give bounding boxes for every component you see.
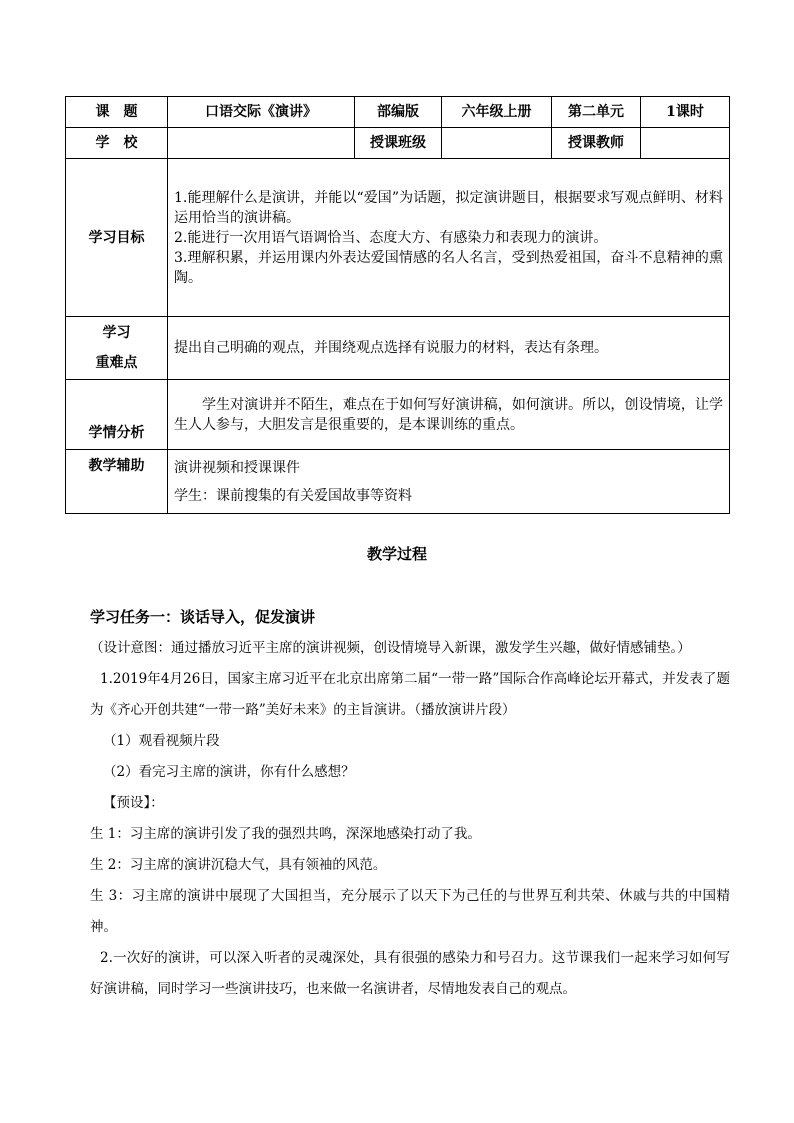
analysis-content: 学生对演讲并不陌生，难点在于如何写好演讲稿，如何演讲。所以，创设情境，让学生人人参与，大胆发言是很重要的，是本课训练的重点。	[168, 380, 730, 450]
question-1: （1）观看视频片段	[103, 733, 220, 749]
difficulty-content: 提出自己明确的观点，并围绕观点选择有说服力的材料，表达有条理。	[168, 317, 730, 380]
unit-value: 第二单元	[552, 97, 641, 128]
row-school	[66, 128, 730, 159]
question-2: （2）看完习主席的演讲，你有什么感想？	[103, 764, 355, 780]
task1-heading: 学习任务一：谈话导入，促发演讲	[90, 608, 316, 626]
student-answer-1: 生 1：习主席的演讲引发了我的强烈共鸣，深深地感染打动了我。	[90, 826, 481, 842]
aids-line: 学生：课前搜集的有关爱国故事等资料	[174, 487, 412, 504]
label-analysis: 学情分析	[66, 380, 168, 450]
teacher-value	[641, 128, 730, 159]
label-school: 学 校	[66, 128, 168, 159]
goal-item: 3.理解积累，并运用课内外表达爱国情感的名人名言，受到热爱祖国，奋斗不息精神的熏陶。	[174, 249, 723, 286]
school-value	[168, 128, 355, 159]
process-content	[90, 602, 730, 1005]
label-topic: 课 题	[66, 97, 168, 128]
label-difficulty	[66, 317, 168, 380]
label-goals: 学习目标	[66, 159, 168, 317]
aids-line: 演讲视频和授课课件	[174, 459, 300, 476]
hours-value: 1课时	[641, 97, 730, 128]
row-difficulty	[66, 317, 730, 380]
label-difficulty-line1: 学习	[102, 325, 131, 341]
row-analysis	[66, 380, 730, 450]
process-title: 教学过程	[366, 545, 427, 563]
aids-content	[168, 450, 730, 514]
paragraph-1: 1.2019年4月26日，国家主席习近平在北京出席第二届“一带一路”国际合作高峰论坛开幕式，并发表了题为《齐心开创共建“一带一路”美好未来》的主旨演讲。（播放演讲片段）	[90, 671, 730, 718]
paragraph-2: 2.一次好的演讲，可以深入听者的灵魂深处，具有很强的感染力和号召力。这节课我们一起来学习如何写好演讲稿，同时学习一些演讲技巧，也来做一名演讲者，尽情地发表自己的观点。	[90, 950, 730, 997]
grade-value: 六年级上册	[442, 97, 552, 128]
student-answer-2: 生 2：习主席的演讲沉稳大气，具有领袖的风范。	[90, 857, 387, 873]
topic-value: 口语交际《演讲》	[168, 97, 355, 128]
design-intent: （设计意图：通过播放习近平主席的演讲视频，创设情境导入新课，激发学生兴趣，做好情感铺垫。）	[90, 640, 691, 656]
preset-label: 【预设】：	[103, 795, 164, 811]
class-value	[442, 128, 552, 159]
row-topic	[66, 97, 730, 128]
label-aids: 教学辅助	[66, 450, 168, 514]
student-answer-3: 生 3：习主席的演讲中展现了大国担当，充分展示了以天下为己任的与世界互利共荣、休戚与共的中国精神。	[90, 888, 730, 935]
row-goals	[66, 159, 730, 317]
edition-value: 部编版	[355, 97, 442, 128]
lesson-info-table	[65, 96, 730, 514]
label-difficulty-line2: 重难点	[95, 355, 138, 371]
label-teacher: 授课教师	[552, 128, 641, 159]
row-aids	[66, 450, 730, 514]
label-class: 授课班级	[355, 128, 442, 159]
goals-content	[168, 159, 730, 317]
goal-item: 1.能理解什么是演讲，并能以“爱国”为话题，拟定演讲题目，根据要求写观点鲜明、材料运用恰当的演讲稿。	[174, 189, 723, 226]
goal-item: 2.能进行一次用语气语调恰当、态度大方、有感染力和表现力的演讲。	[174, 229, 608, 246]
